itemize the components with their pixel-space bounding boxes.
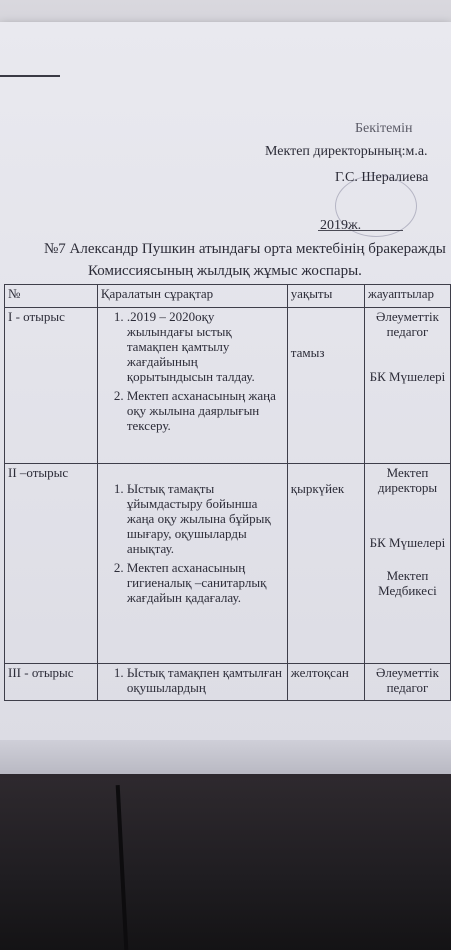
responsible-item: БК Мүшелері — [369, 369, 446, 384]
header-responsible: жауаптылар — [364, 285, 450, 308]
paper-stack-edge — [0, 740, 451, 774]
meeting-number: I - отырыс — [5, 308, 98, 464]
question-item: 1. .2019 – 2020оқу жылындағы ыстық тамақпен қамтылу жағдайының қорытындысын талдау. — [127, 309, 284, 384]
header-time: уақыты — [287, 285, 364, 308]
responsible-item: Әлеуметтік педагог — [375, 665, 439, 695]
meeting-number: II –отырыс — [5, 464, 98, 664]
time-value: қыркүйек — [290, 481, 345, 496]
director-role: Мектеп директорының:м.а. — [265, 144, 428, 159]
responsible-item: БК Мүшелері — [369, 535, 446, 550]
background-bottom — [0, 770, 451, 950]
question-item: 2. Мектеп асханасының гигиеналық –санитарлық жағдайын қадағалау. — [127, 560, 284, 605]
responsible-item: Мектеп директоры — [377, 465, 438, 495]
table-row — [5, 464, 451, 664]
director-name: Г.С. Шералиева — [335, 170, 429, 185]
meeting-questions — [97, 464, 287, 664]
responsible-item: Мектеп Медбикесі — [378, 568, 437, 598]
pen-mark — [0, 75, 60, 77]
time-value: тамыз — [290, 345, 325, 360]
table-row — [5, 664, 451, 701]
question-item: 1. Ыстық тамақпен қамтылған оқушылардың — [127, 665, 284, 695]
meeting-responsible — [364, 464, 450, 664]
meeting-time: желтоқсан — [287, 664, 364, 701]
meeting-responsible — [364, 664, 450, 701]
meeting-time — [287, 464, 364, 664]
meeting-number: III - отырыс — [5, 664, 98, 701]
meeting-time — [287, 308, 364, 464]
meeting-questions — [97, 308, 287, 464]
question-item: 1. Ыстық тамақты ұйымдастыру бойынша жаңа оқу жылына бұйрық шығару, оқушыларды анықтау. — [127, 481, 284, 556]
document-title-line2: Комиссиясының жылдық жұмыс жоспары. — [88, 263, 362, 279]
question-item: 2. Мектеп асханасының жаңа оқу жылына даярлығын тексеру. — [127, 388, 284, 433]
header-number: № — [5, 285, 98, 308]
header-questions: Қаралатын сұрақтар — [97, 285, 287, 308]
table-row — [5, 308, 451, 464]
document-title-line1: №7 Александр Пушкин атындағы орта мектебінің бракеражды — [44, 241, 446, 257]
plan-table — [4, 284, 451, 701]
table-header-row — [5, 285, 451, 308]
meeting-questions — [97, 664, 287, 701]
approve-label: Бекітемін — [355, 121, 413, 136]
approval-date: 2019ж. — [320, 218, 362, 233]
responsible-item: Әлеуметтік педагог — [375, 309, 439, 339]
meeting-responsible — [364, 308, 450, 464]
